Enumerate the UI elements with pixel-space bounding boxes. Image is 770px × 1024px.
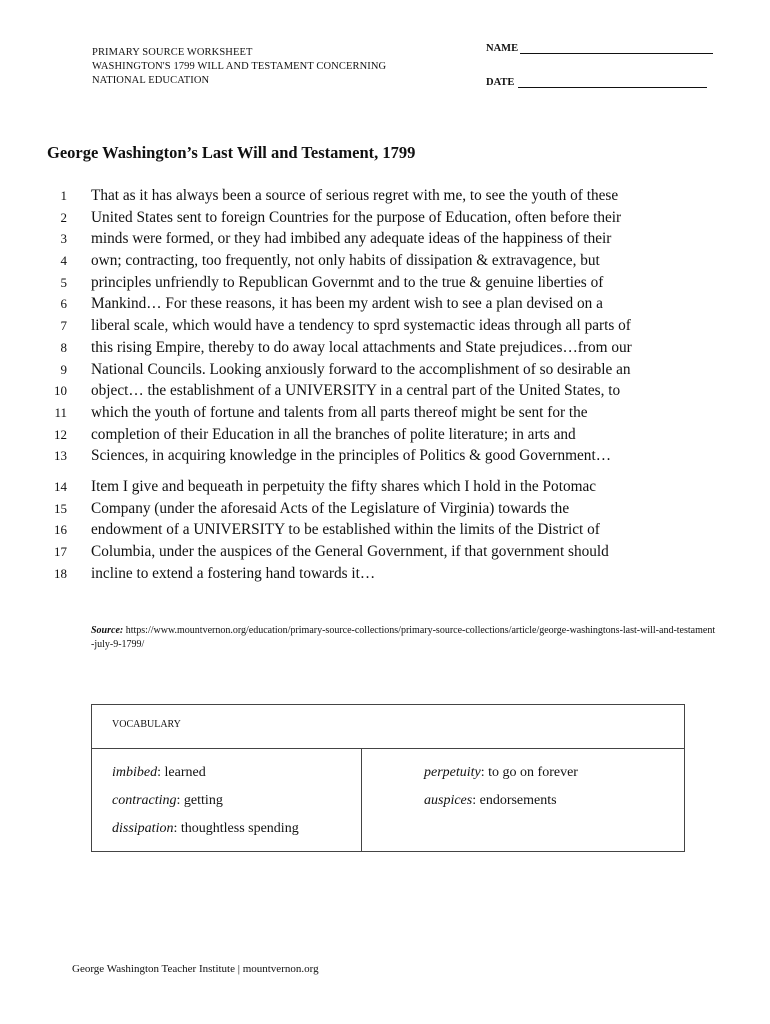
- numbered-passage: [40, 185, 700, 584]
- line-number: 3: [60, 231, 67, 247]
- line-number: 11: [54, 404, 67, 420]
- line-text: Sciences, in acquiring knowledge in the principles of Politics & good Government…: [91, 447, 611, 465]
- vocabulary-term: dissipation: [112, 821, 174, 836]
- line-text: object… the establishment of a UNIVERSITY in a central part of the United States, to: [91, 382, 621, 400]
- line-number: 7: [60, 318, 67, 334]
- line-number: 16: [54, 522, 67, 538]
- passage-line: [40, 519, 700, 541]
- line-number: 2: [60, 209, 67, 225]
- line-text: Columbia, under the auspices of the General Government, if that government should: [91, 543, 609, 560]
- passage-line: [40, 293, 700, 315]
- line-text: principles unfriendly to Republican Governmt and to the true & genuine liberties of: [91, 273, 604, 291]
- passage-line: [40, 563, 700, 585]
- page-footer: George Washington Teacher Institute | mountvernon.org: [72, 963, 319, 975]
- header-line: WASHINGTON'S 1799 WILL AND TESTAMENT CONCERNING: [92, 61, 387, 72]
- line-number: 6: [60, 296, 67, 312]
- line-text: Company (under the aforesaid Acts of the Legislature of Virginia) towards the: [91, 499, 570, 517]
- line-number: 4: [60, 253, 67, 269]
- worksheet-header: [92, 46, 386, 88]
- source-citation: [91, 624, 717, 652]
- vocabulary-term: auspices: [424, 793, 473, 808]
- passage-line: [40, 380, 700, 402]
- vocabulary-term: imbibed: [112, 765, 158, 780]
- line-number: 8: [60, 339, 67, 355]
- vocabulary-entry: [112, 787, 361, 815]
- vocabulary-definition: : thoughtless spending: [173, 821, 299, 836]
- line-text: which the youth of fortune and talents from all parts thereof might be sent for the: [91, 403, 588, 421]
- vocabulary-entry: [424, 787, 578, 815]
- passage-line: [40, 272, 700, 294]
- document-title: George Washington’s Last Will and Testament, 1799: [47, 143, 416, 162]
- vocabulary-definition: : getting: [176, 793, 223, 808]
- header-line: PRIMARY SOURCE WORKSHEET: [92, 47, 253, 58]
- line-text: liberal scale, which would have a tendency to sprd systemactic ideas through all parts of: [91, 317, 631, 335]
- passage-line: [40, 228, 700, 250]
- passage-line: [40, 185, 700, 207]
- line-text: National Councils. Looking anxiously forward to the accomplishment of so desirable an: [91, 360, 631, 378]
- line-number: 9: [60, 361, 67, 377]
- line-text: That as it has always been a source of serious regret with me, to see the youth of these: [91, 187, 619, 204]
- line-text: endowment of a UNIVERSITY to be established within the limits of the District of: [91, 521, 600, 539]
- passage-line: [40, 541, 700, 563]
- line-text: own; contracting, too frequently, not only habits of dissipation & extravagence, but: [91, 252, 600, 270]
- source-label: Source:: [91, 625, 124, 636]
- passage-line: [40, 445, 700, 467]
- passage-line: [40, 476, 700, 498]
- header-line: NATIONAL EDUCATION: [92, 75, 210, 86]
- line-number: 17: [54, 544, 67, 559]
- passage-line: [40, 207, 700, 229]
- vocabulary-entry: [112, 815, 361, 843]
- line-number: 12: [54, 426, 67, 442]
- line-text: this rising Empire, thereby to do away local attachments and State prejudices…from our: [91, 338, 632, 356]
- line-text: United States sent to foreign Countries for the purpose of Education, often before their: [91, 208, 622, 226]
- date-blank-line[interactable]: [518, 77, 707, 88]
- date-field[interactable]: [486, 77, 707, 88]
- line-number: 5: [60, 274, 67, 290]
- vocabulary-box: [91, 704, 685, 852]
- passage-will-paragraph: [40, 185, 700, 467]
- passage-line: [40, 498, 700, 520]
- name-blank-line[interactable]: [520, 43, 713, 54]
- line-text: completion of their Education in all the branches of polite literature; in arts and: [91, 425, 576, 443]
- vocabulary-term: perpetuity: [424, 765, 481, 780]
- vocabulary-entry: [112, 759, 361, 787]
- line-text: minds were formed, or they had imbibed any adequate ideas of the happiness of their: [91, 230, 612, 248]
- line-text: Mankind… For these reasons, it has been my ardent wish to see a plan devised on a: [91, 295, 603, 313]
- source-url[interactable]: https://www.mountvernon.org/education/primary-source-collections/primary-source-collections/article/george-washingtons-last-will-and-testament-july-9-1799/: [91, 625, 716, 650]
- line-text: incline to extend a fostering hand towards it…: [91, 564, 376, 582]
- name-label: NAME: [486, 43, 519, 54]
- line-number: 13: [54, 448, 67, 464]
- vocabulary-term: contracting: [112, 793, 177, 808]
- passage-line: [40, 250, 700, 272]
- paragraph-gap: [40, 467, 700, 476]
- passage-line: [40, 359, 700, 381]
- line-number: 18: [54, 565, 67, 581]
- date-label: DATE: [486, 77, 515, 88]
- vocabulary-definition: : learned: [157, 765, 206, 780]
- passage-item-paragraph: [40, 476, 700, 584]
- vocabulary-column-left: [92, 749, 362, 852]
- passage-line: [40, 337, 700, 359]
- line-number: 1: [60, 188, 67, 203]
- line-number: 10: [54, 383, 67, 399]
- passage-line: [40, 402, 700, 424]
- passage-line: [40, 424, 700, 446]
- line-number: 15: [54, 500, 67, 516]
- vocabulary-definition: : to go on forever: [480, 765, 578, 780]
- vocabulary-definition: : endorsements: [472, 793, 557, 808]
- passage-line: [40, 315, 700, 337]
- line-number: 14: [54, 478, 67, 494]
- vocabulary-heading: VOCABULARY: [92, 705, 684, 749]
- vocabulary-entry: [424, 759, 578, 787]
- vocabulary-column-right: [362, 749, 578, 852]
- line-text: Item I give and bequeath in perpetuity the fifty shares which I hold in the Potomac: [91, 477, 597, 495]
- name-field[interactable]: [486, 43, 713, 54]
